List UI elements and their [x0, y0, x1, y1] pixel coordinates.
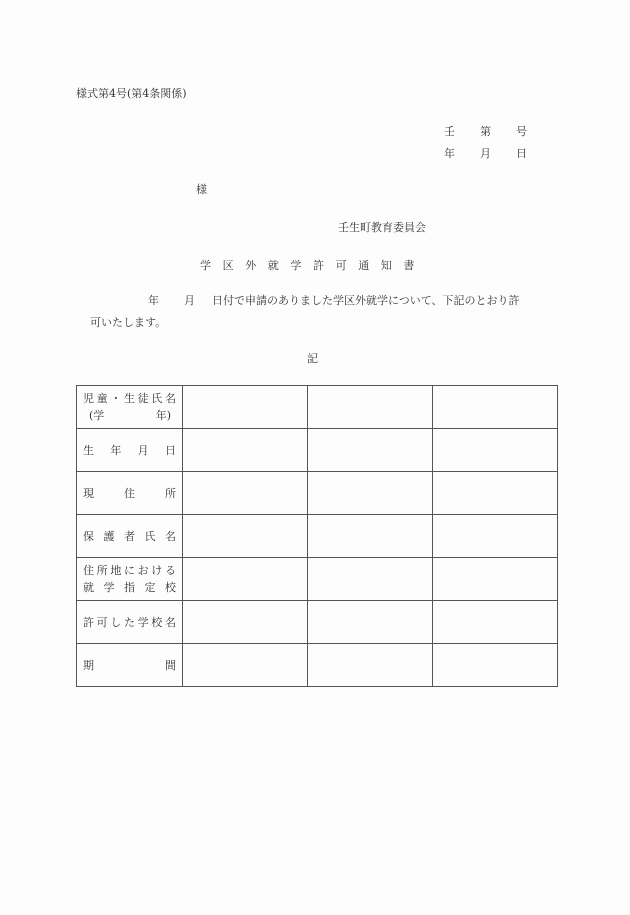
- label-char: 住: [124, 487, 135, 500]
- label-char: 許: [83, 616, 94, 629]
- cell-value[interactable]: [308, 515, 433, 558]
- label-char: 名: [165, 530, 176, 543]
- table-row-address: [77, 472, 558, 515]
- cell-value[interactable]: [308, 429, 433, 472]
- label-grade-open: (学: [89, 409, 105, 422]
- label-char: 保: [83, 530, 94, 543]
- cell-value[interactable]: [308, 644, 433, 687]
- table-row-guardian-name: [77, 515, 558, 558]
- label-char: 徒: [137, 392, 149, 405]
- label-char: に: [123, 564, 135, 577]
- label-char: 童: [96, 392, 108, 405]
- label-grade-close: 年): [155, 409, 171, 422]
- label-char: 間: [165, 659, 176, 672]
- cell-value[interactable]: [433, 644, 558, 687]
- label-char: お: [137, 564, 149, 577]
- cell-value[interactable]: [308, 601, 433, 644]
- cell-value[interactable]: [433, 429, 558, 472]
- issuer: 壬生町教育委員会: [338, 221, 426, 234]
- label-char: 者: [124, 530, 135, 543]
- cell-value[interactable]: [183, 644, 308, 687]
- label-char: 日: [164, 444, 176, 457]
- ki-heading: 記: [307, 352, 318, 365]
- label-char: 氏: [151, 392, 163, 405]
- label-char: 名: [164, 392, 176, 405]
- label-char: け: [151, 564, 163, 577]
- body-text-line1: [148, 292, 520, 308]
- label-char: 就: [83, 581, 94, 594]
- label-char: 地: [110, 564, 122, 577]
- cell-value[interactable]: [308, 558, 433, 601]
- label-char: 年: [110, 444, 122, 457]
- cell-value[interactable]: [433, 472, 558, 515]
- body-rest: 日付で申請のありました学区外就学について、下記のとおり許: [212, 294, 520, 307]
- label-char: 生: [83, 444, 94, 457]
- label-student-name: [77, 386, 183, 429]
- cell-value[interactable]: [308, 386, 433, 429]
- permit-table: [76, 385, 558, 687]
- reference-date-line: [444, 145, 527, 161]
- label-char: 氏: [144, 530, 156, 543]
- label-char: 学: [103, 581, 115, 594]
- body-text-line2: 可いたします。: [90, 316, 167, 329]
- body-month: 月: [184, 294, 195, 307]
- cell-value[interactable]: [183, 515, 308, 558]
- cell-value[interactable]: [183, 429, 308, 472]
- label-char: 所: [96, 564, 108, 577]
- addressee: 様: [196, 183, 207, 196]
- cell-value[interactable]: [433, 386, 558, 429]
- cell-value[interactable]: [433, 601, 558, 644]
- label-char: る: [164, 564, 176, 577]
- label-char: 住: [83, 564, 94, 577]
- cell-value[interactable]: [433, 558, 558, 601]
- form-number: 様式第4号(第4条関係): [76, 87, 187, 100]
- reference-number-line: [444, 123, 527, 139]
- label-char: た: [123, 616, 135, 629]
- label-char: 月: [137, 444, 149, 457]
- label-char: 校: [151, 616, 163, 629]
- reference-dai: 第: [480, 125, 491, 138]
- label-address: [77, 472, 183, 515]
- cell-value[interactable]: [183, 386, 308, 429]
- label-char: 指: [124, 581, 135, 594]
- label-permitted-school: [77, 601, 183, 644]
- cell-value[interactable]: [183, 558, 308, 601]
- label-char: 護: [103, 530, 115, 543]
- document-title: 学区外就学許可通知書: [200, 259, 426, 272]
- label-char: 期: [83, 659, 94, 672]
- label-char: 定: [144, 581, 156, 594]
- cell-value[interactable]: [183, 601, 308, 644]
- cell-value[interactable]: [308, 472, 433, 515]
- reference-go: 号: [516, 125, 527, 138]
- body-year: 年: [148, 294, 159, 307]
- date-month: 月: [480, 147, 491, 160]
- label-guardian-name: [77, 515, 183, 558]
- table-row-designated-school: [77, 558, 558, 601]
- label-char: し: [110, 616, 122, 629]
- table-row-period: [77, 644, 558, 687]
- table-row-birthdate: [77, 429, 558, 472]
- label-char: 児: [83, 392, 94, 405]
- label-char: 所: [165, 487, 176, 500]
- label-birthdate: [77, 429, 183, 472]
- label-char: 名: [164, 616, 176, 629]
- reference-prefix: 壬: [444, 125, 455, 138]
- label-char: 学: [137, 616, 149, 629]
- label-designated-school: [77, 558, 183, 601]
- label-char: 可: [96, 616, 108, 629]
- label-period: [77, 644, 183, 687]
- date-year: 年: [444, 147, 455, 160]
- table-row-student-name: [77, 386, 558, 429]
- label-char: 現: [83, 487, 94, 500]
- cell-value[interactable]: [433, 515, 558, 558]
- date-day: 日: [516, 147, 527, 160]
- cell-value[interactable]: [183, 472, 308, 515]
- label-char: ・: [110, 392, 122, 405]
- label-char: 生: [123, 392, 135, 405]
- table-row-permitted-school: [77, 601, 558, 644]
- label-char: 校: [165, 581, 176, 594]
